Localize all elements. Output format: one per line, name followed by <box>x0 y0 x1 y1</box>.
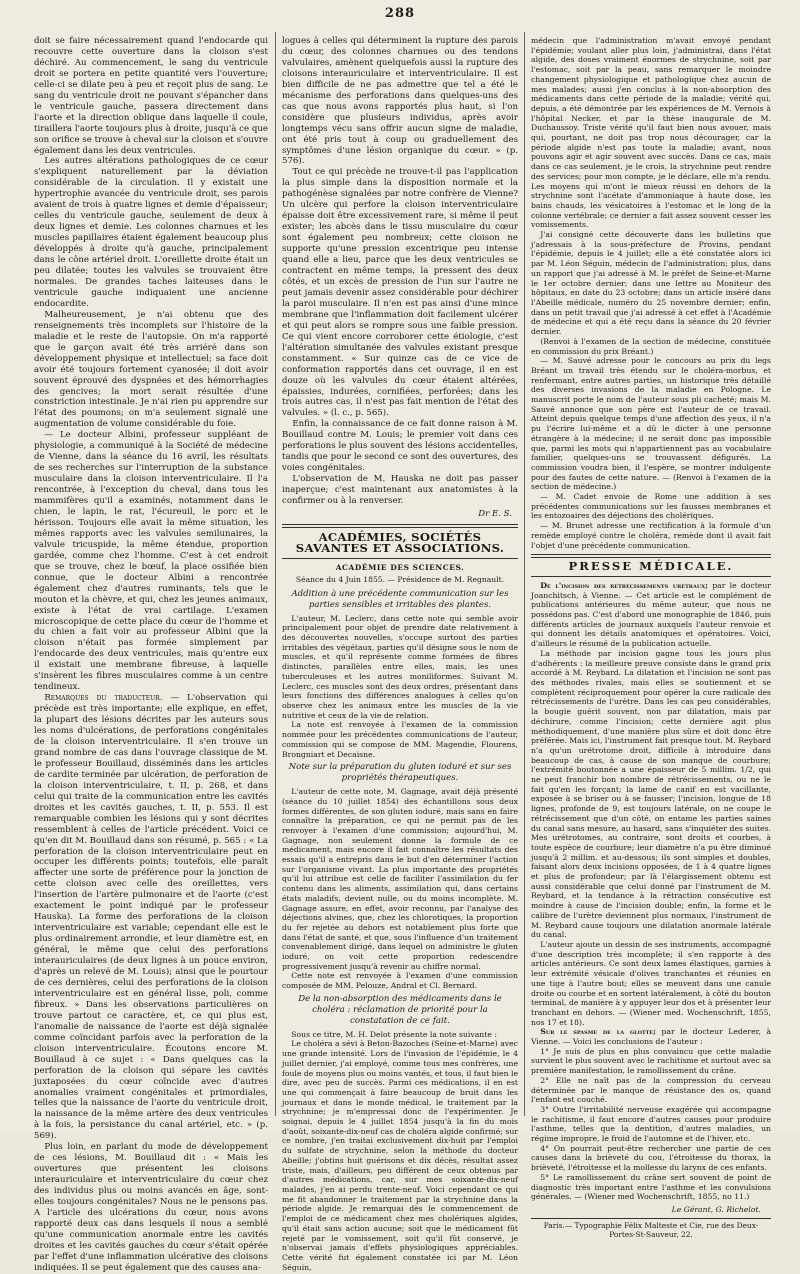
list-item: 3° Outre l'irritabilité nerveuse exagérée qui accompagne le rachitisme, il faut encore d'autres causes pour produire l'asthme, telles que la dentition, d'autres maladies, un régime impropre, le froid de l'automne et de l'hiver, etc. <box>531 1104 771 1144</box>
article-text: — Voici les conclusions de l'auteur : <box>562 1037 703 1047</box>
divider <box>282 524 518 528</box>
paragraph: (Renvoi à l'examen de la section de médecine, constituée en commission du prix Bréant.) <box>531 336 771 356</box>
article-heading: Sur le spasme de la glotte; <box>540 1027 656 1037</box>
list-item: 5° Le ramollissement du crâne sert souvent de point de diagnostic très important entre l'asthme et les convulsions générales. — (Wiener med Wochenschrift, 1855, no 11.) <box>531 1172 771 1202</box>
paragraph <box>34 693 268 1142</box>
paragraph: — M. Cadet envoie de Rome une addition à ses précédentes communications sur les fausses membranes et les entozoaires des déjections des cholériques. <box>531 492 771 521</box>
paragraph <box>531 1027 771 1046</box>
manager-signature: Le Gérant, G. Richelot. <box>671 1204 761 1214</box>
paragraph: La méthode par incision gagne tous les jours plus d'adhérents : la meilleure preuve consiste dans le grand prix accordé à M. Reybard. La dilatation et l'incision ne sont pas des méthodes rivales, mais elles se soutiennent et se complètent réciproquement pour opérer la cure radicale des rétrécissements de l'urètre. Dans les cas peu considérables, la bougie guérit souvent, non par dilatation, mais par déchirure, comme l'incision; cette dernière agit plus méthodiquement, d'une manière plus sûre et doit donc être préférée. Mais ici, l'instrument fait presque tout. M. Reybard n'a qu'un urétrotome droit, difficile à introduire dans beaucoup de cas, à cause de son manque de courbure; l'extrémité boutonnée a une épaisseur de 5 millim. 1/2, qui ne peut franchir bon nombre de rétrécissements, ou ne le fait qu'en les forçant; la lame de canif en est vacillante, exposée à se briser ou à se fausser; l'incision, longue de 18 lignes, profonde de 9, est toujours latérale, on ne coupe le rétrécissement que d'un côté, on entame les parties saines du canal sans mesure, au hasard, sans s'inquiéter des suites. Mes urétrotomes, au contraire, sont droits et courbes, à toute espèce de courbure; leur diamètre n'a pu être diminué jusqu'à 2 millim. et au-dessous; ils sont simples et doubles, faisant alors deux incisions opposées, de 1 à 4 quatre lignes et plus de profondeur; par là l'élargissement obtenu est aussi considérable que celui donné par l'instrument de M. Reybard, et la tendance à la rétraction consécutive est moindre à cause de l'incision double; enfin, la forme et le calibre de l'urètre deviennent plus normaux, l'instrument de M. Reybard cause toujours une dilatation anormale latérale du canal. <box>531 648 771 940</box>
article-title: De la non-absorption des médicaments dans le choléra : réclamation de priorité pour la constatation de ce fait. <box>298 993 502 1026</box>
section-title: ACADÉMIES, SOCIÉTÉS SAVANTES ET ASSOCIATIONS. <box>295 529 505 555</box>
printer-imprint: Paris.— Typographie Félix Malteste et Cie, rue des Deux-Portes-St-Sauveur, 22. <box>531 1218 771 1240</box>
article-lead: par le docteur Lederer, à Vienne. <box>531 1027 771 1047</box>
paragraph: Tout ce qui précède ne trouve-t-il pas l'application la plus simple dans la disposition normale et la pathogénèse signalées par notre confrère de Vienne? Un ulcère qui perfore la cloison interventriculaire épaisse doit être excessivement rare, si même il peut exister; les abcès dans le tissu musculaire du cœur sont également peu nombreux; cette cloison ne supporte qu'une pression excentrique peu intense quand elle a lieu, parce que les deux ventricules se contractent en même temps, la pressent des deux côtés, et un excès de pression de l'un sur l'autre ne peut jamais devenir assez considérable pour déchirer la paroi musculaire. Il n'en est pas ainsi d'une mince membrane que l'inflammation doit facilement ulcérer et qui peut alors se rompre sous une faible pression. Ce qui vient encore corroborer cette étiologie, c'est l'altération simultanée des valvules existant presque constamment. « Sur quinze cas de ce vice de conformation rapportés dans cet ouvrage, il en est douze où les valvules du cœur étaient altérées, épaissies, indurées, cornifiées, perforées; dans les trois autres cas, il n'est pas fait mention de l'état des valvules. » (l. c., p. 565). <box>282 167 518 419</box>
paragraph: — Le docteur Albini, professeur suppléant de physiologie, a communiqué à la Société de médecine de Vienne, dans la séance du 16 avril, les résultats de ses recherches sur l'interruption de la substance musculaire dans la cloison interventriculaire. Il l'a rencontrée, à l'exception du cheval, dans tous les mammifères qu'il a examinés, notamment dans le chien, le lapin, le rat, l'écureuil, le porc et le hérisson. Toujours elle avait la même situation, les mêmes rapports avec les valvules semilunaires, la valvule tricuspide, la même étendue, proportion gardée, comme chez l'homme. C'est à cet endroit que se trouve, chez le bœuf, la place ossifiée bien connue, que le docteur Albini a rencontrée également chez d'autres ruminants, tels que le mouton et la chèvre, et qui, chez les jeunes animaux, existe à l'état de vrai cartilage. L'examen microscopique de cette place du cœur de l'homme et du chien a fait voir au professeur Albini que la cloison n'était pas formée simplement par l'endocarde des deux ventricules, mais qu'entre eux il existait une membrane fibreuse, à laquelle s'insèrent les fibres musculaires comme à un centre tendineux. <box>34 430 268 693</box>
column-rule-right <box>524 32 525 1116</box>
paragraph: Sous ce titre, M. H. Delot présente la note suivante : <box>291 1029 497 1039</box>
remarks-text: — L'observation qui précède est très importante; elle explique, en effet, la plupart des lésions décrites par les auteurs sous les noms d'ulcérations, de perforations congénitales de la cloison interventriculaire. Il s'en trouve un grand nombre de cas dans l'ouvrage classique de M. le professeur Bouillaud, disséminés dans les articles de cardite terminée par ulcération, de perforation de la cloison interventriculaire, t. II, p. 268, et dans celui qui traite de la communication entre les cavités droites et les cavités gauches, t. II, p. 553. Il est remarquable combien les lésions qui y sont décrites ressemblent à celles de l'article précédent. Voici ce qu'en dit M. Bouillaud dans son résumé, p. 565 : « La perforation de la cloison interventriculaire peut en occuper les différents points; toutefois, elle paraît affecter une sorte de préférence pour la jonction de cette cloison avec celle des oreillettes, vers l'insertion de l'artère pulmonaire et de l'aorte (c'est exactement le point indiqué par le professeur Hauska). La forme des perforations de la cloison interventriculaire est variable; cependant elle est le plus ordinairement arrondie, et leur diamètre est, en général, le même que celui des perforations interauriculaires (de deux lignes à un pouce environ, d'après un relevé de M. Louis); ainsi que le pourtour de ces dernières, celui des perforations de la cloison interventriculaire est en général lisse, poli, comme fibreux. » Dans les observations particulières on trouve partout ce caractère, et, ce qui plus est, l'anomalie de naissance de l'aorte est déjà signalée comme coïncidant parfois avec la perforation de la cloison interventriculaire. Écoutons encore M. Bouillaud à ce sujet : « Dans quelques cas la perforation de la cloison qui sépare les cavités juxtaposées du cœur coïncide avec d'autres anomalies vraiment congénitales et primordiales, telles que la naissance de l'aorte du ventricule droit, la naissance de la même artère des deux ventricules à la fois, la persistance du canal artériel, etc. » (p. 569). <box>34 693 269 1142</box>
list-item: 2° Elle ne naît pas de la compression du cerveau déterminée par le manque de résistance des os, quand l'enfant est couché. <box>531 1075 771 1105</box>
article-title: Addition à une précédente communication sur les parties sensibles et irritables des plantes. <box>291 588 509 610</box>
article-heading: De l'incision des rétrécissements urétraux; <box>540 580 708 590</box>
academy-heading: ACADÉMIE DES SCIENCES. <box>335 562 465 572</box>
column-left <box>34 36 269 1273</box>
paragraph: Malheureusement, je n'ai obtenu que des renseignements très incomplets sur l'histoire de la maladie et le reste de l'autopsie. On m'a rapporté que le garçon avait été très arriéré dans son développement physique et intellectuel; sa face doit avoir été toujours fortement cyanosée; il doit avoir souvent éprouvé des dyspnées et des hémorrhagies des gencives; la mort serait résultée d'une constriction intestinale. Je n'ai rien pu apprendre sur l'état des poumons; on m'a seulement signalé une augmentation de volume considérable du foie. <box>34 309 268 430</box>
divider <box>282 558 518 559</box>
divider <box>531 554 771 558</box>
paragraph: L'observation de M. Hauska ne doit pas passer inaperçue; c'est maintenant aux anatomistes à la confirmer ou à la renverser. <box>282 474 518 507</box>
paragraph: L'auteur de cette note, M. Gagnage, avait déjà présenté (séance du 10 juillet 1854) des échantillons sous deux formes différentes, de son gluten ioduré, mais sans en faire connaître la préparation, ce qui ne permit pas de les renvoyer à l'examen d'une commission; aujourd'hui, M. Gagnage, non seulement donne la formule de ce médicament, mais encore il fait connaître les résultats des essais qu'il a entrepris dans le but d'en déterminer l'action sur l'organisme vivant. La plus importante des propriétés qu'il lui attribue est celle de faciliter l'assimilation du fer contenu dans les aliments, assimilation qui, dans certains états maladifs, devient nulle, ou du moins incomplète. M. Gagnage assure, en effet, avoir reconnu, par l'analyse des déjections alvines, que, chez les chlorotiques, la proportion du fer rejetée au dehors est notablement plus forte que dans l'état de santé, et que, sous l'influence d'un traitement convenablement dirigé, dans lequel on administre le gluten ioduré, on voit cette proportion redescendre progressivement jusqu'à revenir au chiffre normal. <box>282 787 518 971</box>
paragraph: doit se faire nécessairement quand l'endocarde qui recouvre cette ouverture dans la cloison s'est déchiré. Au commencement, le sang du ventricule droit se portera en petite quantité vers l'ouverture; celle-ci se dilate peu à peu et reçoit plus de sang. Le sang du ventricule droit ne pouvant s'épancher dans le ventricule gauche, passera directement dans l'aorte et la direction oblique dans laquelle il coule, tiraillera l'aorte toujours plus à droite, jusqu'à ce que son orifice se trouve à cheval sur la cloison et s'ouvre également dans les deux ventricules. <box>34 36 268 156</box>
divider <box>531 576 771 577</box>
list-item: 4° On pourrait peut-être rechercher une partie de ces causes dans la brièveté du cou, l'étroitesse du thorax, la brièveté, l'étroitesse et la mollesse du larynx de ces enfants. <box>531 1143 771 1173</box>
paragraph: L'auteur ajoute un dessin de ses instruments, accompagné d'une description très incomplète; il s'en rapporte à des articles antérieurs. Ce sont deux lames élastiques, garnies à leur extrémité vésicale d'olives tranchantes et réunies en une tige à l'autre bout; elles se meuvent dans une canule droite ou courbe et en sortent latéralement, à côté du bouton terminal, de manière à y appuyer leur dos et à présenter leur tranchant en dehors. — (Wiener med. Wochenschrift, 1855, nos 17 et 18). <box>531 939 771 1027</box>
paragraph: — M. Brunet adresse une rectification à la formule d'un remède employé contre le choléra, remède dont il avait fait l'objet d'une précédente communication. <box>531 521 771 550</box>
paragraph: L'auteur, M. Leclerc, dans cette note qui semble avoir principalement pour objet de prendre date relativement à des découvertes nouvelles, s'occupe surtout des parties irritables des végétaux, parties qu'il désigne sous le nom de muscles, et qu'il représente comme formées de fibres distinctes, parallèles entre elles, mais, les unes tuberculeuses et les autres moniliformes. Suivant M. Leclerc, ces muscles sont des deux ordres, présentant dans leurs fonctions des différences analogues à celles qu'on observe chez les animaux entre les muscles de la vie nutritive et ceux de la vie de relation. <box>282 613 518 720</box>
column-rule-left <box>275 32 276 1116</box>
paragraph: Plus loin, en parlant du mode de développement de ces lésions, M. Bouillaud dit : « Mais les ouvertures que présentent les cloisons interauriculaire et interventriculaire du cœur chez des individus plus ou moins avancés en âge, sont-elles toujours congénitales? Nous ne le pensons pas. A l'article des ulcérations du cœur, nous avons rapporté deux cas dans lesquels il nous a semblé qu'une communication anormale entre les cavités droites et les cavités gauches du cœur s'était opérée par l'effet d'une inflammation ulcérative des cloisons indiquées. Il se peut également que des causes ana- <box>34 1142 268 1273</box>
paragraph: Enfin, la connaissance de ce fait donne raison à M. Bouillaud contre M. Louis; le premier voit dans ces perforations le plus souvent des lésions accidentelles, tandis que pour le second ce sont des ouvertures, des voies congénitales. <box>282 419 518 474</box>
paragraph: La note est renvoyée à l'examen de la commission nommée pour les précédentes communications de l'auteur, commission qui se compose de MM. Magendie, Flourens, Brongniart et Decaisne. <box>282 720 518 759</box>
paragraph: — M. Sauvé adresse pour le concours au prix du legs Bréant un travail très étendu sur le choléra-morbus, et renfermant, entre autres parties, un historique très détaillé des diverses invasions de la maladie en Pologne. Le manuscrit porte le nom de l'auteur sous pli cacheté; mais M. Sauvé annonce que son père est l'auteur de ce travail. Atteint depuis quelque temps d'une affection des yeux, il n'a pu l'écrire lui-même et a dû le dicter à une personne étrangère à la médecine; il ne serait donc pas impossible que, parmi les mots qui n'appartiennent pas au vocabulaire familier, quelques-uns se trouvassent défigurés. La commission voudra bien, il l'espère, se montrer indulgente pour des fautes de cette nature. — (Renvoi à l'examen de la section de médecine.) <box>531 356 771 492</box>
article-title: Note sur la préparation du gluten ioduré et sur ses propriétés thérapeutiques. <box>288 762 512 784</box>
session-line: Séance du 4 Juin 1855. — Présidence de M. Regnault. <box>295 574 505 584</box>
page-number: 288 <box>384 6 416 21</box>
paragraph: logues à celles qui déterminent la rupture des parois du cœur, des colonnes charnues ou des tendons valvulaires, amènent quelquefois aussi la rupture des cloisons interauriculaire et interventriculaire. Il est bien difficile de ne pas admettre que tel a été le mécanisme des perforations dans quelques-uns des cas que nous avons rapportés plus haut, si l'on considère que plusieurs individus, après avoir longtemps vécu sans offrir aucun signe de maladie, ont été pris tout à coup ou graduellement des symptômes d'une lésion organique du cœur. » (p. 576). <box>282 36 518 167</box>
paragraph: Cette note est renvoyée à l'examen d'une commission composée de MM. Pelouze, Andral et Cl. Bernard. <box>282 971 518 991</box>
article-text: — Cet article est le complément de publications antérieures du même auteur, que nous ne possédons pas. C'est d'abord une monographie de 1846, puis différents articles de journaux auxquels l'auteur renvoie et qui donnent les détails anatomiques et opératoires. Voici, d'ailleurs le résumé de la publication actuelle. <box>531 590 771 649</box>
paragraph: Le choléra a sévi à Beton-Bazoches (Seine-et-Marne) avec une grande intensité. Lors de l'invasion de l'épidémie, le 4 juillet dernier, j'ai employé, comme tous mes confrères, une foule de moyens plus ou moins vantés, et tous, il faut bien le dire, avec peu de succès. Parmi ces médications, il en est une qui commençait à faire beaucoup de bruit dans les journaux et dans le monde médical, le traitement par la strychnine; je m'empressai donc de l'expérimenter. Je soignai, depuis le 4 juillet 1854 jusqu'à la fin du mois d'août, soixante-dix-neuf cas de choléra algide confirmé; sur ce nombre, j'en traitai exclusivement dix-huit par l'emploi du sulfate de strychnine, selon la méthode du docteur Abeille; j'obtins huit guérisons et dix décès, résultat assez triste, mais, d'ailleurs, peu différent de ceux obtenus par d'autres médications, car, sur mes soixante-dix-neuf malades, j'en ai perdu trente-neuf. Voici cependant ce qui me fit abandonner le traitement par la strychnine dans la période algide. Je remarquai dès le commencement de l'emploi de ce médicament chez mes cholériques algides, qu'il était sans action aucune; soit que le médicament fût rejeté par le vomissement, soit qu'il fût conservé, je n'observai jamais d'effets physiologiques appréciables. Cette vérité fut également constatée ici par M. Léon Séguin, <box>282 1039 518 1272</box>
list-item: 1° Je suis de plus en plus convaincu que cette maladie survient le plus souvent avec le rachitisme et surtout avec sa première manifestation, le ramollissement du crâne. <box>531 1046 771 1076</box>
remarks-label: Remarques du traducteur. <box>44 693 163 704</box>
paragraph <box>531 581 771 649</box>
paragraph: J'ai consigné cette découverte dans les bulletins que j'adressais à la sous-préfecture de Provins, pendant l'épidémie, depuis le 4 juillet; elle a été constatée alors ici par M. Léon Séguin, médecin de l'administration; plus, dans un rapport que j'ai adressé à M. le préfet de Seine-et-Marne le 1er octobre dernier; dans une lettre au Moniteur des hôpitaux, en date du 23 octobre; dans un article inséré dans l'Abeille médicale, numéro du 25 novembre dernier; enfin, dans un petit travail que j'ai adressé à cet effet à l'Académie de médecine et qui a été reçu dans la séance du 20 février dernier. <box>531 230 771 337</box>
article-lead: par le docteur Joanchitsch, à Vienne. <box>531 580 771 600</box>
signature: Dr E. S. <box>478 508 512 519</box>
column-middle <box>282 36 518 1272</box>
paragraph: médecin que l'administration m'avait envoyé pendant l'épidémie; voulant aller plus loin, j'administrai, dans l'état algide, des doses vraiment énormes de strychnine, soit par l'estomac, soit par la peau, sans remarquer le moindre changement physiologique et pathologique chez aucun de mes malades; aussi j'en conclus à la non-absorption des médicaments dans cette période de la maladie; vérité qui, depuis, a été démontrée par les expériences de M. Vernois à l'hôpital Necker, et par la thèse inaugurale de M. Duchaussoy. Triste vérité qu'il faut bien nous avouer, mais qui, pourtant, ne doit pas trop nous décourager, car la période algide n'est pas toute la maladie; avant, nous pouvons agir et agir souvent avec succès. Dans ce cas, mais dans ce cas seulement, je le crois, la strychnine peut rendre des services; pour mon compte, je le déclare, elle m'a rendu. Les moyens qui m'ont le mieux réussi en dehors de la strychnine sont l'acétate d'ammoniaque à haute dose, les bains chauds, les vésicatoires à l'estomac et le long de la colonne vertébrale; ce dernier a fait assez souvent cesser les vomissements. <box>531 36 771 230</box>
column-right <box>531 36 771 1240</box>
paragraph: Les autres altérations pathologiques de ce cœur s'expliquent naturellement par la déviation considérable de la circulation. Il y existait une hypertrophie avancée du ventricule droit, ses parois avaient de trois à quatre lignes et demie d'épaisseur; celles du ventricule gauche, seulement de deux à deux lignes et demie. Les colonnes charnues et les muscles papillaires étaient également beaucoup plus développés à droite qu'à gauche, principalement dans le cône artériel droit. L'oreillette droite était un peu dilatée; toutes les valvules se trouvaient être normales. De grandes taches laiteuses dans le ventricule gauche indiquaient une ancienne endocardite. <box>34 156 268 309</box>
section-title: PRESSE MÉDICALE. <box>568 559 734 574</box>
